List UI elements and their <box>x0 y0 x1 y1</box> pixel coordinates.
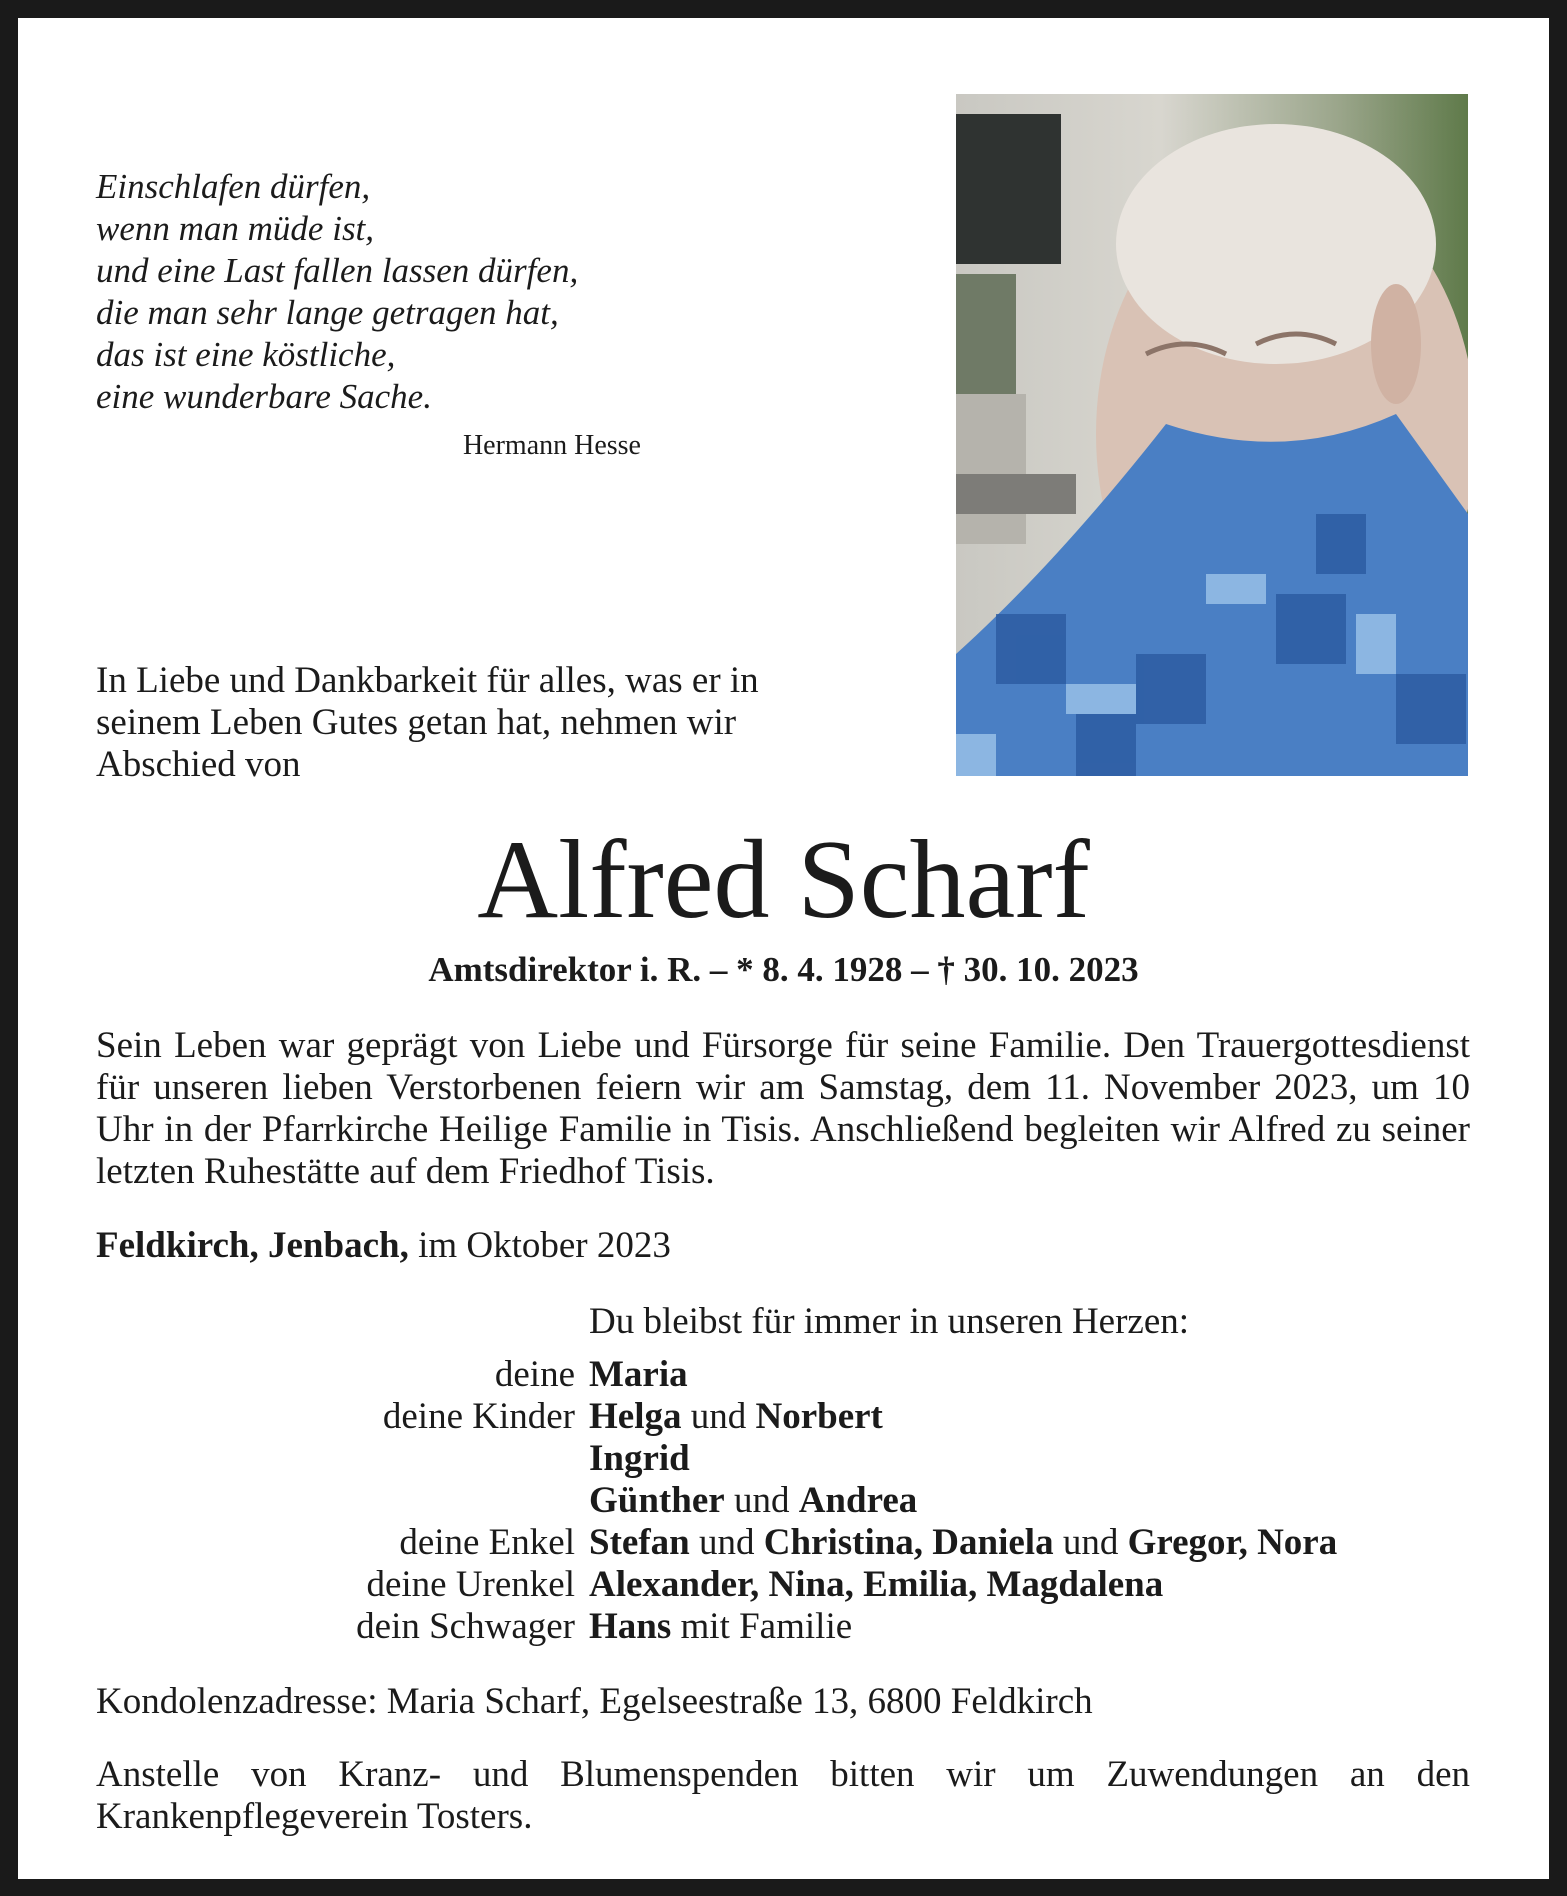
family-row <box>96 1522 1337 1564</box>
relation-label: deine Enkel <box>399 1522 575 1563</box>
relative-name: Ingrid <box>589 1438 690 1479</box>
family-row <box>96 1396 1337 1438</box>
family-row <box>96 1480 1337 1522</box>
family-row <box>96 1564 1337 1606</box>
connector-text: und <box>689 1522 764 1563</box>
relative-name: Alexander, Nina, Emilia, Magdalena <box>589 1564 1164 1605</box>
relative-names <box>589 1438 690 1480</box>
connector-text: und <box>681 1396 756 1437</box>
relative-name: Hans <box>589 1606 672 1647</box>
relative-names <box>589 1522 1337 1564</box>
intro-text: In Liebe und Dankbarkeit für alles, was er in seinem Leben Gutes getan hat, nehmen wir Abschied von <box>96 660 759 785</box>
condolence-address: Kondolenzadresse: Maria Scharf, Egelseestraße 13, 6800 Feldkirch <box>96 1681 1093 1722</box>
poem <box>96 166 578 418</box>
deceased-name: Alfred Scharf <box>477 818 1090 942</box>
family-row <box>96 1606 1337 1648</box>
poem-line: Einschlafen dürfen, <box>96 167 371 206</box>
place-names: Feldkirch, Jenbach, <box>96 1225 409 1266</box>
place-date <box>96 1224 671 1267</box>
family-row <box>96 1354 1337 1396</box>
heart-line: Du bleibst für immer in unseren Herzen: <box>589 1301 1190 1342</box>
poem-line: und eine Last fallen lassen dürfen, <box>96 251 579 290</box>
relative-name: Günther <box>589 1480 725 1521</box>
poem-line: eine wunderbare Sache. <box>96 377 432 416</box>
relation-label: dein Schwager <box>356 1606 575 1647</box>
poem-line: wenn man müde ist, <box>96 209 375 248</box>
relative-names <box>589 1396 883 1438</box>
relation-label: deine Urenkel <box>366 1564 575 1605</box>
relation-label <box>96 1438 589 1480</box>
relative-name: Christina, Daniela <box>763 1522 1054 1563</box>
relative-name: Helga <box>589 1396 682 1437</box>
relative-name: Norbert <box>755 1396 883 1437</box>
relative-names <box>589 1480 917 1522</box>
relative-name: Maria <box>589 1354 688 1395</box>
relative-name: Andrea <box>798 1480 918 1521</box>
relation-label <box>96 1480 589 1522</box>
relative-names <box>589 1606 852 1648</box>
relative-name: Gregor, Nora <box>1127 1522 1338 1563</box>
relative-names <box>589 1564 1163 1606</box>
connector-text: und <box>1053 1522 1128 1563</box>
poem-line: die man sehr lange getragen hat, <box>96 293 559 332</box>
date-text: im Oktober 2023 <box>408 1225 671 1266</box>
family-list <box>96 1354 1337 1648</box>
family-row <box>96 1438 1337 1480</box>
relative-names <box>589 1354 688 1396</box>
donation-note: Anstelle von Kranz- und Blumenspenden bitten wir um Zuwendungen an den Krankenpflegeverein Tosters. <box>96 1754 1470 1837</box>
poem-author: Hermann Hesse <box>462 430 641 461</box>
relation-label: deine Kinder <box>382 1396 575 1437</box>
relation-label: deine <box>494 1354 575 1395</box>
connector-text: und <box>724 1480 799 1521</box>
title-and-dates: Amtsdirektor i. R. – * 8. 4. 1928 – † 30. 10. 2023 <box>428 950 1139 989</box>
connector-text: mit Familie <box>671 1606 853 1647</box>
service-details: Sein Leben war geprägt von Liebe und Fürsorge für seine Familie. Den Trauergottesdienst für unseren lieben Verstorbenen feiern wir am Samstag, dem 11. November 2023, um 10 Uhr in der Pfarrkirche Heilige Familie in Tisis. Anschließend begleiten wir Alfred zu seiner letzten Ruhestätte auf dem Friedhof Tisis. <box>96 1025 1470 1192</box>
relative-name: Stefan <box>589 1522 690 1563</box>
poem-line: das ist eine köstliche, <box>96 335 396 374</box>
portrait-photo <box>956 94 1468 776</box>
